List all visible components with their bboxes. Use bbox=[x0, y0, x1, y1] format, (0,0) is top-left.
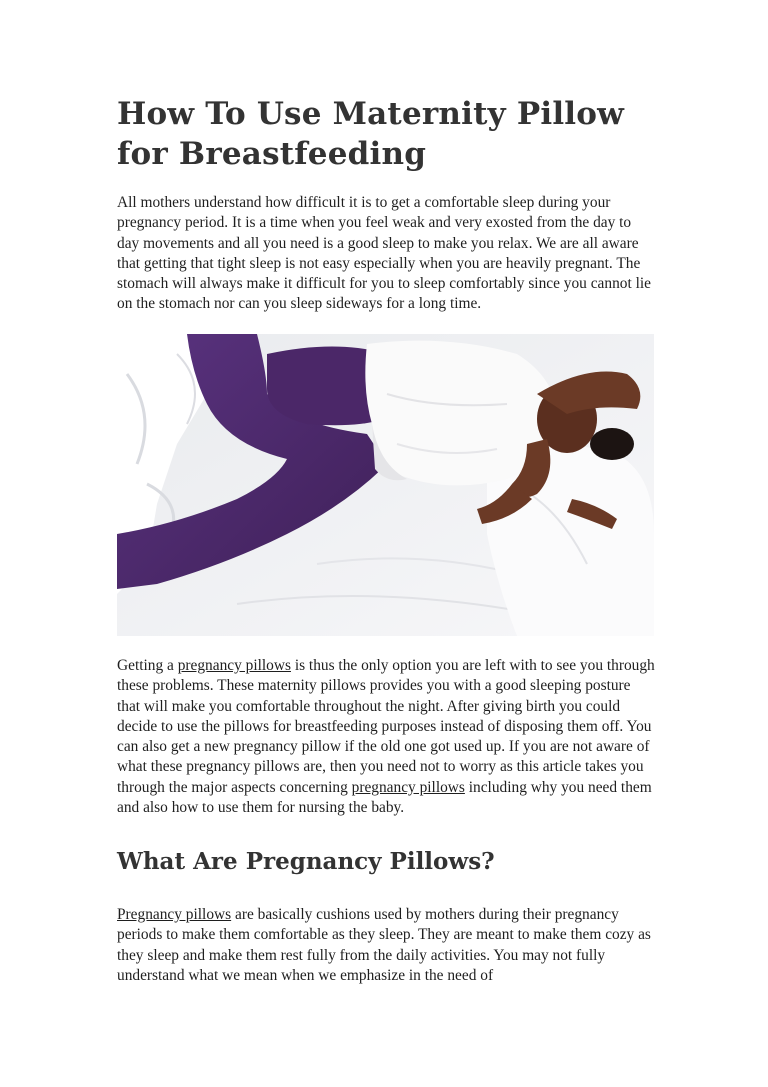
text-run: Getting a bbox=[117, 657, 178, 674]
pregnant-woman-sleeping-photo bbox=[117, 334, 654, 636]
pregnancy-pillows-link-3[interactable]: Pregnancy pillows bbox=[117, 906, 232, 923]
section-heading: What Are Pregnancy Pillows? bbox=[117, 848, 495, 875]
text-run: including why you need them and also how to use them for nursing the baby. bbox=[117, 778, 652, 817]
text-run: is thus the only option you are left with to see you through these problems. These maternity pillows provides you with a good sleeping posture that will make you comfortable throughout the night. After giving birth you could decide to use the pillows for breastfeeding purposes instead of disposing them off. You can also get a new pregnancy pillow if the old one got used up. If you are not aware of what these pregnancy pillows are, then you need not to worry as this article takes you through the major aspects concerning bbox=[117, 657, 655, 796]
article-title: How To Use Maternity Pillow for Breastfeeding bbox=[117, 96, 625, 172]
pregnancy-pillows-link[interactable]: pregnancy pillows bbox=[177, 657, 291, 674]
pillows-paragraph bbox=[117, 656, 657, 818]
intro-paragraph: All mothers understand how difficult it is to get a comfortable sleep during your pregnancy period. It is a time when you feel weak and very exosted from the day to day movements and all you need is a good sleep to make you relax. We are all aware that getting that tight sleep is not easy especially when you are heavily pregnant. The stomach will always make it difficult for you to sleep comfortably since you cannot lie on the stomach nor can you sleep sideways for a long time. bbox=[117, 194, 651, 313]
pregnancy-pillows-link-2[interactable]: pregnancy pillows bbox=[351, 778, 465, 796]
definition-paragraph bbox=[117, 905, 657, 986]
text-run: are basically cushions used by mothers during their pregnancy periods to make them comfortable as they sleep. They are meant to make them cozy as they sleep and make them rest fully from the daily activities. You may not fully understand what we mean when we emphasize in the need of bbox=[117, 906, 651, 984]
